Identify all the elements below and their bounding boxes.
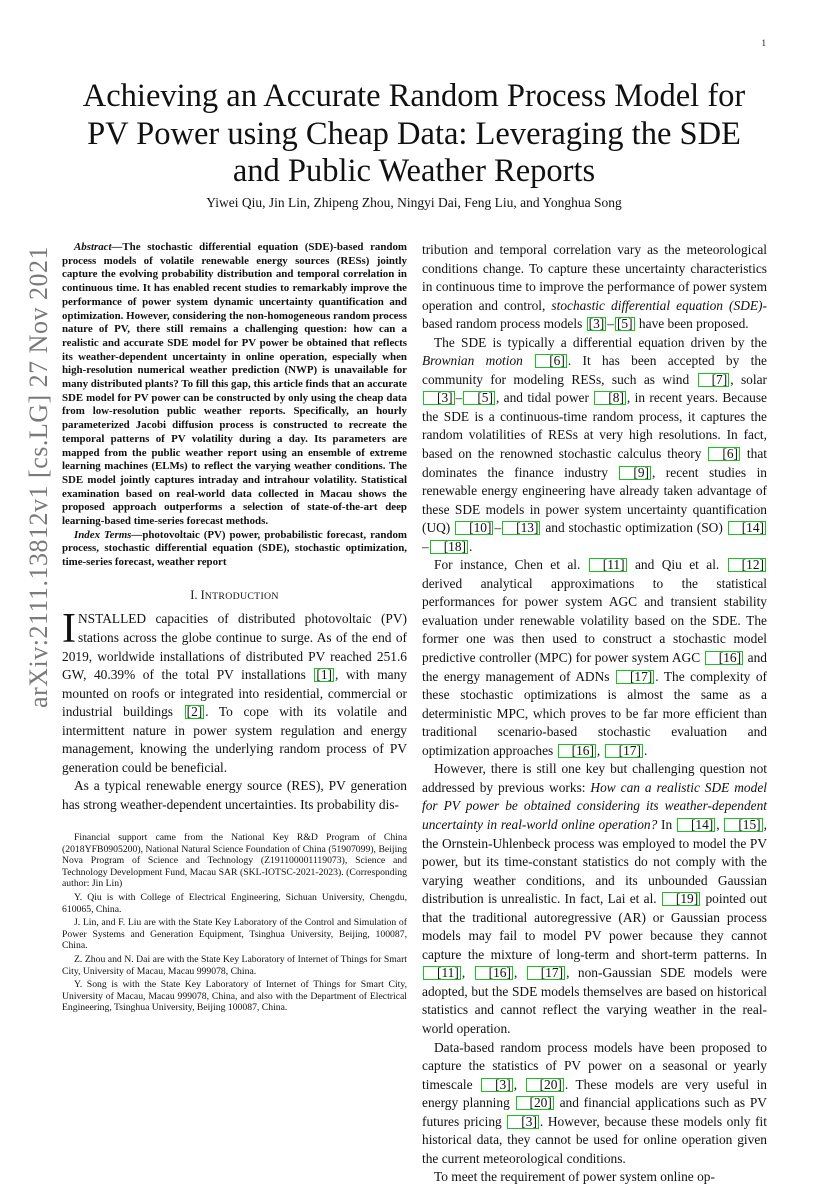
citation-link[interactable]: [12] <box>728 558 766 572</box>
body-text: , recent studies in renewable energy engineering have already taken advantage of these SDE models in power system uncertainty quantification (UQ) <box>422 464 767 536</box>
body-text: and stochastic optimization (SO) <box>541 520 727 536</box>
drop-cap: I <box>62 606 76 653</box>
abstract <box>62 241 407 529</box>
citation-link[interactable]: [17] <box>605 744 643 758</box>
body-text: The SDE is typically a differential equation driven by the <box>434 334 767 350</box>
section-title-rest: NTRODUCTION <box>204 590 279 602</box>
body-text: – <box>607 316 614 332</box>
body-paragraph-2 <box>422 334 767 557</box>
footnote-affiliation: J. Lin, and F. Liu are with the State Key Laboratory of the Control and Simulation of Power Systems and Generation Equipment, Tsinghua University, Beijing, 100087, China. <box>62 917 407 952</box>
citation-link[interactable]: [15] <box>724 818 762 832</box>
body-text: , <box>596 742 604 758</box>
body-text: , the Ornstein-Uhlenbeck process was employed to model the PV power, but its time-constant statistics do not comply with the varying weather conditions, and its unbounded Gaussian distribution is unrealistic. In fact, Lai et al. <box>422 816 767 907</box>
body-text: . <box>643 742 648 758</box>
emphasis-text: stochastic differential equation (SDE) <box>551 297 763 313</box>
section-initial: I <box>200 587 205 602</box>
left-column <box>62 241 407 814</box>
body-text: – <box>455 390 463 406</box>
author-list: Yiwei Qiu, Jin Lin, Zhipeng Zhou, Ningyi Dai, Feng Liu, and Yonghua Song <box>206 195 622 210</box>
body-text: – <box>422 538 429 554</box>
intro-text: . To cope with its volatile and intermittent nature in power system regulation and energy management, knowing the underlying random process of PV generation could be beneficial. <box>62 704 407 775</box>
body-text: tribution and temporal correlation vary as the meteorological conditions change. To capture these uncertainty characteristics in continuous time to improve the performance of power system operation and control, <box>422 242 767 313</box>
citation-link[interactable]: [7] <box>698 373 730 387</box>
body-text: that dominates the finance industry <box>422 446 767 480</box>
paper-title: Achieving an Accurate Random Process Model for PV Power using Cheap Data: Leveraging the SDE and Public Weather Reports <box>82 78 746 189</box>
intro-text: NSTALLED capacities of distributed photovoltaic (PV) stations across the globe continue to surge. As of the end of 2019, worldwide installations of distributed PV reached 251.6 GW, 40.39% of the total PV installations <box>62 611 407 683</box>
footnote-affiliation: Z. Zhou and N. Dai are with the State Key Laboratory of Internet of Things for Smart City, University of Macau, Macau 999078, China. <box>62 953 407 977</box>
body-text: and financial applications such as PV futures pricing <box>422 1095 767 1129</box>
section-heading-introduction <box>62 586 407 607</box>
body-text: -based random process models <box>422 297 767 332</box>
body-text: derived analytical approximations to the statistical performances for power system AGC and transient stability evaluation under renewable volatility based on the SDE. The former one was then used to construct a stochastic model predictive controller (MPC) for power system AGC <box>422 575 767 666</box>
body-text: . The complexity of these stochastic optimizations is almost the same as a deterministic MPC, which proves to be far more efficient than traditional scenario-based stochastic evaluation and optimization approaches <box>422 668 767 758</box>
body-text: , solar <box>730 371 767 387</box>
body-text: , in recent years. Because the SDE is a continuous-time random process, it captures the random volatilities of RESs at very high resolutions. In fact, based on the renowned stochastic calculus theory <box>422 390 767 462</box>
abstract-body: The stochastic differential equation (SDE)-based random process models of volatile renewable energy sources (RESs) jointly capture the evolving probability distribution and temporal correlation in continuous time. It has enabled recent studies to remarkably improve the performance of power system dynamic uncertainty quantification and optimization. However, considering the non-homogeneous random process nature of PV, there still remains a challenging question: how can a realistic and accurate SDE model for PV power be obtained that reflects its weather-dependent uncertainty in online operation, especially when high-resolution numerical weather prediction (NWP) is unavailable for many distributed plants? To fill this gap, this article finds that an accurate SDE model for PV power can be constructed by only using the cheap data from low-resolution public weather reports. Specifically, an hourly parameterized Jacobi diffusion process is constructed to recreate the temporal patterns of PV volatility during a day. Its parameters are mapped from the public weather report using an ensemble of extreme learning machines (ELMs) to reflect the varying weather conditions. The SDE model jointly captures intraday and intrahour volatility. Statistical examination based on real-world data collected in Macau shows the proposed approach outperforms a selection of state-of-the-art deep learning-based time-series forecast methods. <box>62 241 407 528</box>
body-text: , and tidal power <box>495 390 594 406</box>
citation-link[interactable]: [14] <box>677 818 715 832</box>
citation-link[interactable]: [5] <box>616 316 633 332</box>
citation-link[interactable]: [19] <box>662 892 700 906</box>
body-text: , <box>461 965 474 981</box>
intro-paragraph-2: As a typical renewable energy source (RES), PV generation has strong weather-dependent uncertainties. Its probability dis- <box>62 778 407 812</box>
body-text <box>523 353 534 368</box>
body-text: For instance, Chen et al. <box>434 557 588 573</box>
citation-link[interactable]: [16] <box>475 966 513 980</box>
body-paragraph-5 <box>422 1039 767 1169</box>
citation-link[interactable]: [3] <box>507 1115 539 1129</box>
body-text: , non-Gaussian SDE models were adopted, but the SDE models themselves are based on historical statistics and cannot reflect the varying weather in the real-world operation. <box>422 965 767 1036</box>
body-paragraph-4 <box>422 760 767 1038</box>
citation-link[interactable]: [20] <box>516 1096 554 1110</box>
citation-link[interactable]: [6] <box>535 354 567 368</box>
index-terms-lead: Index Terms— <box>74 528 143 541</box>
citation-link[interactable]: [2] <box>186 704 203 720</box>
body-text: . It has been accepted by the community for modeling RESs, such as wind <box>422 353 767 387</box>
body-text: Data-based random process models have been proposed to capture the statistics of PV power on a seasonal or yearly timescale <box>422 1039 767 1092</box>
page-number: 1 <box>761 38 766 48</box>
body-text: pointed out that the traditional autoregressive (AR) or Gaussian process models may fail to model PV power because they cannot capture the mixture of long-term and short-term patterns. In <box>422 891 767 962</box>
citation-link[interactable]: [3] <box>588 316 605 332</box>
citation-link[interactable]: [18] <box>430 540 468 554</box>
citation-link[interactable]: [13] <box>502 521 540 535</box>
footnote-funding: Financial support came from the National Key R&D Program of China (2018YFB0905200), National Natural Science Foundation of China (51907099), Beijing Nova Program of Science and Technology (Z191100001119073), Science and Technology Development Fund, Macau SAR (SKL-IOTSC-2021-2023). (Corresponding author: Jin Lin) <box>62 832 407 890</box>
index-terms <box>62 529 407 570</box>
intro-text: , with many mounted on roofs or integrated into residential, commercial or industrial buildings <box>62 667 407 720</box>
footnotes <box>62 832 407 1016</box>
body-text: . <box>469 538 473 554</box>
footnote-affiliation: Y. Qiu is with College of Electrical Engineering, Sichuan University, Chengdu, 610065, China. <box>62 891 407 915</box>
citation-link[interactable]: [20] <box>526 1078 564 1092</box>
citation-link[interactable]: [17] <box>616 670 654 684</box>
citation-link[interactable]: [8] <box>594 391 626 405</box>
citation-link[interactable]: [11] <box>589 558 627 572</box>
abstract-lead: Abstract— <box>74 241 123 253</box>
arxiv-stamp-text: arXiv:2111.13812v1 [cs.LG] 27 Nov 2021 <box>24 246 53 708</box>
citation-link[interactable]: [16] <box>558 744 596 758</box>
citation-link[interactable]: [11] <box>423 966 461 980</box>
body-text: . These models are very useful in energy planning <box>422 1076 767 1111</box>
body-paragraph-6: To meet the requirement of power system online op- <box>434 1169 715 1185</box>
citation-link[interactable]: [6] <box>708 447 740 461</box>
arxiv-stamp <box>22 246 56 708</box>
citation-link[interactable]: [5] <box>463 391 495 405</box>
citation-link[interactable]: [1] <box>316 667 332 683</box>
footnote-affiliation: Y. Song is with the State Key Laboratory of Internet of Things for Smart City, University of Macau, Macau 999078, China, and also with the Department of Electrical Engineering, Tsinghua University, Beijing 100087, China. <box>62 979 407 1014</box>
citation-link[interactable]: [3] <box>481 1078 513 1092</box>
right-column <box>422 241 767 1187</box>
body-text: However, there is still one key but challenging question not addressed by previous works: <box>422 761 767 795</box>
body-text: , <box>513 1076 525 1092</box>
citation-link[interactable]: [16] <box>705 651 743 665</box>
body-text: have been proposed. <box>635 316 749 332</box>
body-text: In <box>657 816 676 832</box>
body-text: – <box>494 520 502 536</box>
body-text: . However, because these models only fit historical data, they cannot be used for online operation given the current meteorological conditions. <box>422 1113 767 1166</box>
intro-paragraph-1 <box>62 606 407 777</box>
body-text: and Qiu et al. <box>627 557 727 573</box>
body-paragraph-3 <box>422 556 767 760</box>
body-paragraph-1 <box>422 241 767 334</box>
citation-link[interactable]: [17] <box>527 966 565 980</box>
emphasis-text: Brownian motion <box>422 353 523 369</box>
section-number: I. <box>190 587 198 602</box>
index-terms-body: photovoltaic (PV) power, probabilistic forecast, random process, stochastic differential equation (SDE), stochastic optimization, time-series forecast, weather report <box>62 528 407 569</box>
body-text: , <box>513 965 526 981</box>
citation-link[interactable]: [9] <box>619 466 651 480</box>
citation-link[interactable]: [10] <box>455 521 493 535</box>
body-text: and the energy management of ADNs <box>422 650 767 684</box>
body-text: , <box>716 816 724 832</box>
citation-link[interactable]: [14] <box>728 521 766 535</box>
emphasis-text: How can a realistic SDE model for PV power be obtained considering its weather-dependent uncertainty in real-world online operation? <box>422 779 767 832</box>
citation-link[interactable]: [3] <box>423 391 455 405</box>
